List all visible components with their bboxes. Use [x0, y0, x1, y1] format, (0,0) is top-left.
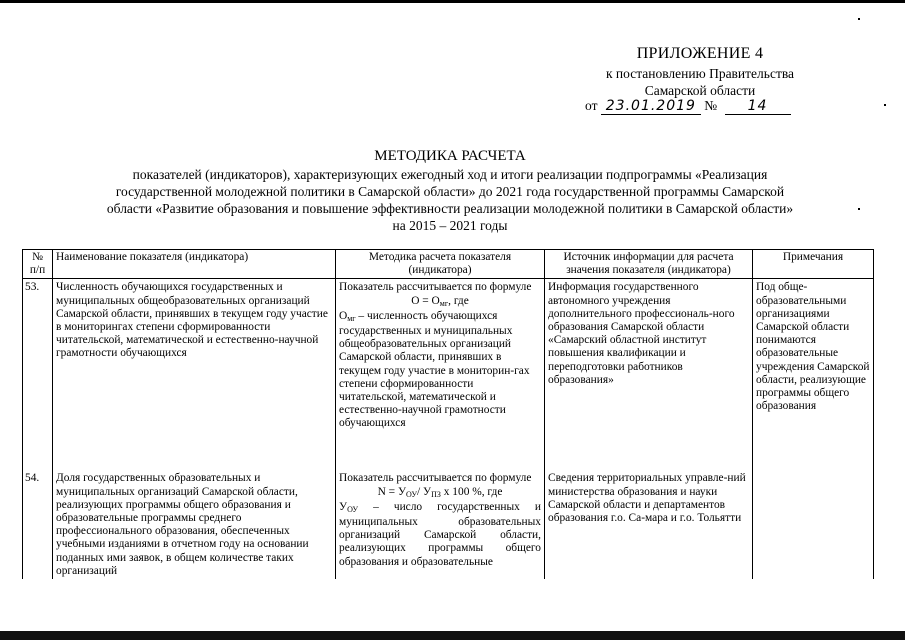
document-subtitle-line: государственной молодежной политики в Самарской области» до 2021 года государственной программы Самарской — [115, 184, 785, 199]
definition-text: – число государственных и муниципальных образовательных организаций Самарской области, реализующих программы общего образования и образовательные — [339, 500, 541, 568]
document-subtitle-line: на 2015 – 2021 годы — [392, 218, 508, 233]
method-definition — [339, 310, 541, 431]
row-method — [336, 279, 545, 461]
header-source: Источник информации для расчета значения показателя (индикатора) — [545, 250, 753, 279]
table-header-row — [23, 250, 874, 279]
definition-variable: O — [339, 309, 348, 322]
row-number: 54. — [23, 460, 53, 579]
table-row — [23, 460, 874, 579]
method-intro: Показатель рассчитывается по формуле — [339, 472, 532, 485]
method-formula — [339, 486, 541, 501]
appendix-line-1: к постановлению Правительства — [605, 66, 795, 81]
row-indicator-name: Доля государственных образовательных и муниципальных организаций Самарской области, реализующих программы общего образования и образовательные программы среднего профессионального образования, обеспеченных учебными изданиями в отчетном году на основании поданных ими заявок, в общем количестве таких организаций — [53, 460, 336, 579]
scan-speck — [884, 104, 886, 106]
formula-subscript: ОУ — [406, 489, 418, 499]
number-label: № — [704, 98, 718, 113]
formula-subscript: ПЗ — [431, 489, 441, 499]
scan-bottom-edge — [0, 631, 905, 640]
row-source: Сведения территориальных управле-ний министерства образования и науки Самарской области и департаментов образования г.о. Са-мара и г.о. Тольятти — [545, 460, 753, 579]
formula-subscript: мг — [439, 298, 449, 308]
indicators-table — [22, 249, 874, 579]
method-formula — [339, 295, 541, 310]
formula-text: O = O — [411, 294, 440, 307]
header-notes: Примечания — [753, 250, 874, 279]
row-indicator-name: Численность обучающихся государственных и муниципальных общеобразовательных организаций Самарской области, принявших в текущем году участие в мониторингах степени сформированности читательской, математической и естественно-научной грамотности обучающихся — [53, 279, 336, 461]
table-row — [23, 279, 874, 461]
appendix-header — [500, 45, 900, 99]
header-number — [23, 250, 53, 279]
document-title-block — [40, 148, 860, 234]
definition-subscript: ОУ — [347, 504, 359, 514]
document-subtitle-line: показателей (индикаторов), характеризующих ежегодный ход и итоги реализации подпрограммы «Реализация — [132, 167, 768, 182]
row-notes — [753, 460, 874, 579]
header-method: Методика расчета показателя (индикатора) — [336, 250, 545, 279]
row-source: Информация государственного автономного учреждения дополнительного профессиональ-ного образования Самарской области «Самарский областной институт повышения квалификации и переподготовки работников образования» — [545, 279, 753, 461]
document-subtitle-line: области «Развитие образования и повышение эффективности реализации молодежной политики в Самарской области» — [106, 201, 794, 216]
method-intro: Показатель рассчитывается по формуле — [339, 281, 532, 294]
formula-text: x 100 %, где — [440, 485, 503, 498]
scan-top-edge — [0, 0, 905, 3]
header-name: Наименование показателя (индикатора) — [53, 250, 336, 279]
header-number-line: № — [32, 251, 43, 263]
definition-text: – численность обучающихся государственных и муниципальных общеобразовательных организаций Самарской области, принявших в текущем году участие в мониторин-гах степени сформированности читательской, математической и естественно-научной грамотности обучающихся — [339, 309, 530, 430]
definition-subscript: мг — [347, 313, 356, 323]
header-number-line: п/п — [29, 264, 46, 277]
definition-variable: У — [339, 500, 348, 513]
row-number: 53. — [23, 279, 53, 461]
formula-text: , где — [448, 294, 469, 307]
method-definition — [339, 501, 541, 569]
handwritten-date: 23.01.2019 — [601, 98, 701, 115]
document-title: МЕТОДИКА РАСЧЕТА — [374, 148, 526, 164]
from-label: от — [585, 98, 598, 113]
decree-reference — [585, 98, 791, 115]
row-method — [336, 460, 545, 579]
formula-text: / У — [417, 485, 432, 498]
formula-text: N = У — [377, 485, 407, 498]
appendix-title: ПРИЛОЖЕНИЕ 4 — [636, 45, 764, 62]
handwritten-number: 14 — [725, 98, 791, 115]
row-notes: Под обще-образовательными организациями Самарской области понимаются образовательные учреждения Самарской области, реализующие программы общего образования — [753, 279, 874, 461]
appendix-line-2: Самарской области — [644, 83, 756, 98]
scan-speck — [858, 18, 860, 20]
